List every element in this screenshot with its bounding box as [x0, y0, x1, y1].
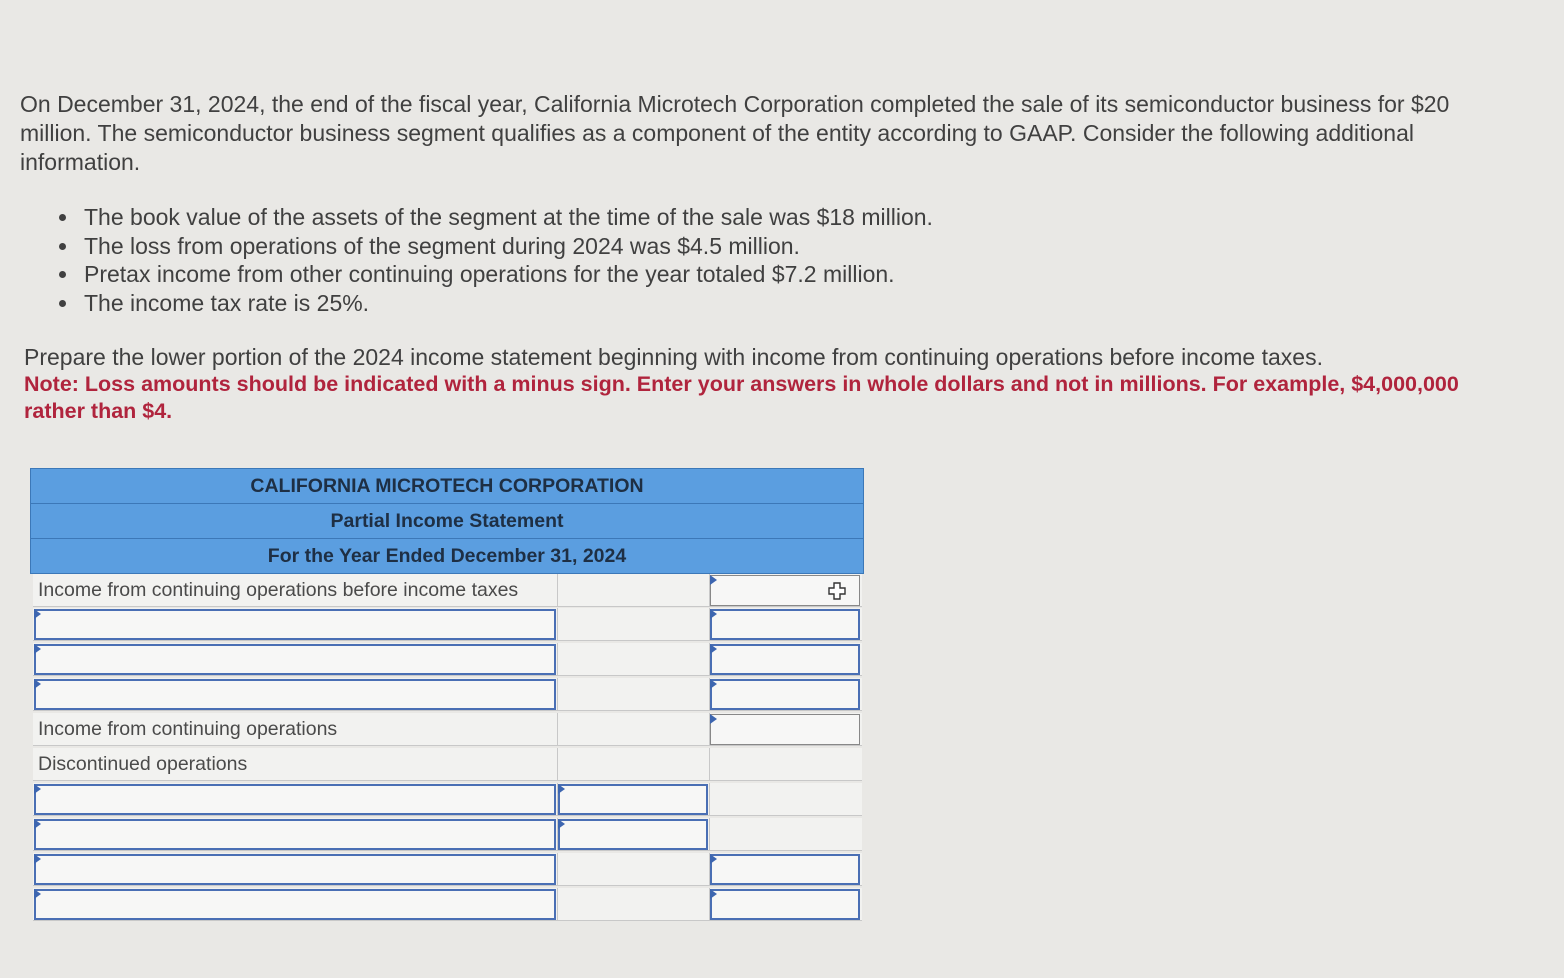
label-cell	[33, 574, 558, 607]
amount-input[interactable]	[558, 819, 708, 850]
table-row	[30, 818, 864, 852]
amount-input[interactable]	[710, 714, 860, 745]
table-row	[30, 643, 864, 677]
amount-cell	[710, 748, 862, 781]
label-cell	[33, 818, 558, 851]
amount-cell	[710, 574, 862, 607]
amount-cell	[558, 888, 710, 921]
label-cell	[33, 888, 558, 921]
problem-intro: On December 31, 2024, the end of the fiscal year, California Microtech Corporation completed the sale of its semiconductor business for $20 million. The semiconductor business segment qualifies as a component of the entity according to GAAP. Consider the following additional information.	[20, 91, 1450, 175]
row-label: Income from continuing operations before income taxes	[38, 579, 519, 601]
amount-cell	[710, 818, 862, 851]
table-row	[30, 713, 864, 747]
amount-cell	[558, 818, 710, 851]
amount-input[interactable]	[710, 644, 860, 675]
bullet-item: The loss from operations of the segment during 2024 was $4.5 million.	[56, 232, 933, 261]
table-row	[30, 608, 864, 642]
table-row	[30, 748, 864, 782]
table-row	[30, 783, 864, 817]
amount-cell	[710, 783, 862, 816]
label-input[interactable]	[34, 679, 556, 710]
note-text: Note: Loss amounts should be indicated with a minus sign. Enter your answers in whole dollars and not in millions. For example, $4,000,000 rather than $4.	[24, 372, 1459, 423]
amount-input[interactable]	[710, 609, 860, 640]
amount-cell	[558, 574, 710, 607]
label-cell	[33, 783, 558, 816]
label-cell	[33, 748, 558, 781]
label-input[interactable]	[34, 784, 556, 815]
amount-cell	[558, 713, 710, 746]
bullet-item: The income tax rate is 25%.	[56, 289, 933, 318]
table-row	[30, 853, 864, 887]
amount-cell	[710, 678, 862, 711]
company-name: CALIFORNIA MICROTECH CORPORATION	[30, 468, 864, 504]
amount-cell	[710, 888, 862, 921]
amount-cell	[558, 853, 710, 886]
amount-input[interactable]	[558, 784, 708, 815]
instruction-text: Prepare the lower portion of the 2024 income statement beginning with income from continuing operations before income taxes.	[24, 344, 1323, 370]
label-input[interactable]	[34, 644, 556, 675]
label-cell	[33, 853, 558, 886]
statement-title: Partial Income Statement	[30, 503, 864, 539]
amount-cell	[710, 643, 862, 676]
amount-cell	[558, 643, 710, 676]
bullet-item: The book value of the assets of the segment at the time of the sale was $18 million.	[56, 203, 933, 232]
label-cell	[33, 713, 558, 746]
table-row	[30, 574, 864, 608]
amount-cell	[710, 853, 862, 886]
label-input[interactable]	[34, 889, 556, 920]
table-row	[30, 888, 864, 922]
label-cell	[33, 643, 558, 676]
amount-cell	[710, 608, 862, 641]
label-cell	[33, 678, 558, 711]
row-label: Income from continuing operations	[38, 718, 338, 740]
row-label: Discontinued operations	[38, 753, 248, 775]
amount-input[interactable]	[710, 854, 860, 885]
amount-cell	[558, 678, 710, 711]
plus-cursor-icon	[828, 582, 846, 600]
amount-input[interactable]	[710, 679, 860, 710]
amount-input[interactable]	[710, 889, 860, 920]
amount-cell	[558, 608, 710, 641]
label-cell	[33, 608, 558, 641]
bullet-item: Pretax income from other continuing operations for the year totaled $7.2 million.	[56, 260, 933, 289]
label-input[interactable]	[34, 819, 556, 850]
label-input[interactable]	[34, 854, 556, 885]
statement-period: For the Year Ended December 31, 2024	[30, 538, 864, 574]
amount-cell	[710, 713, 862, 746]
info-bullets	[56, 203, 933, 317]
amount-cell	[558, 783, 710, 816]
partial-income-statement	[30, 468, 864, 923]
amount-cell	[558, 748, 710, 781]
table-row	[30, 678, 864, 712]
label-input[interactable]	[34, 609, 556, 640]
